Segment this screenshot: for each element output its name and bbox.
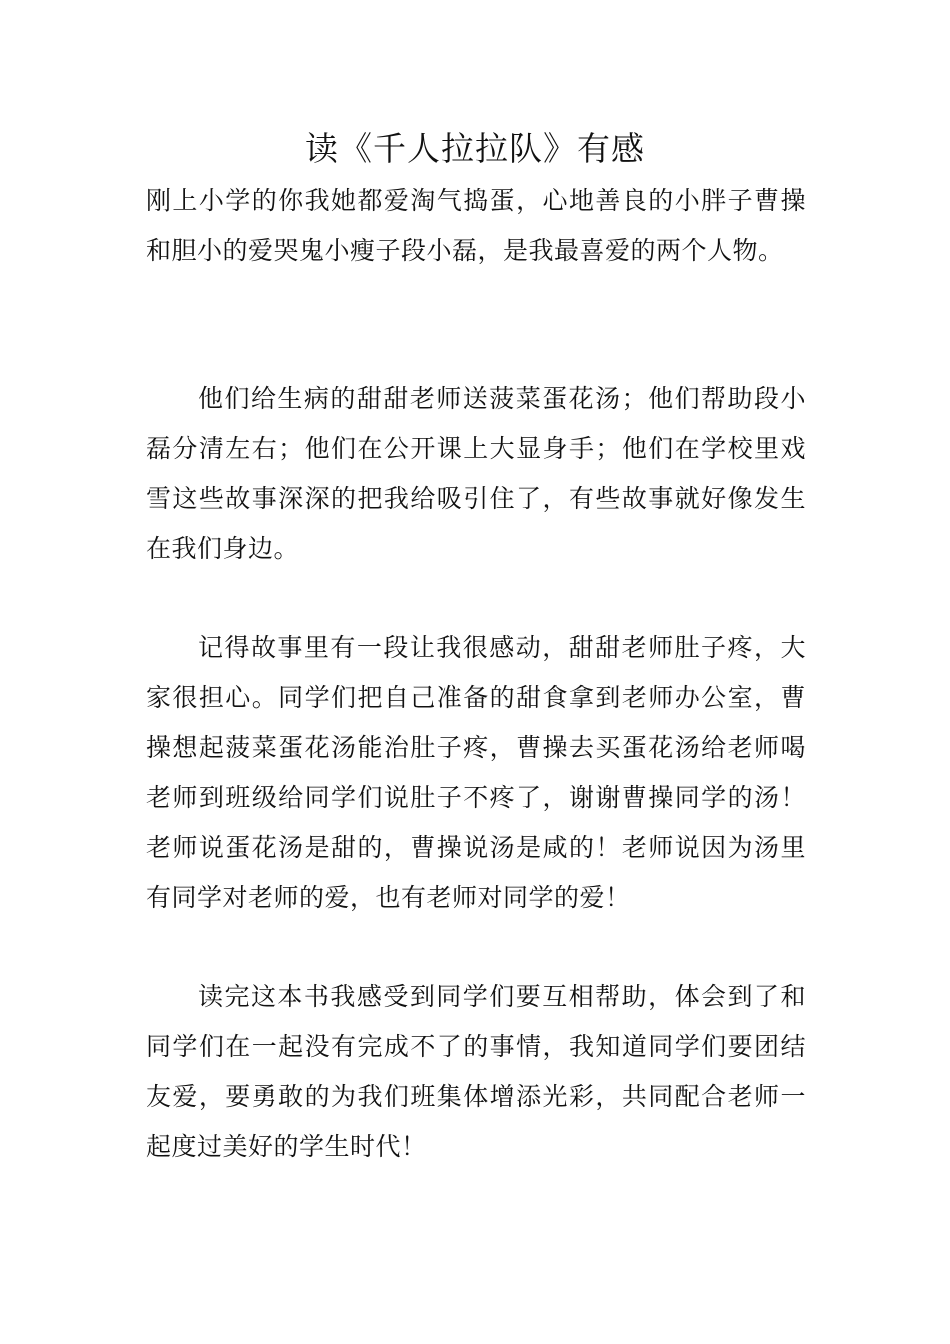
document-title: 读《千人拉拉队》有感 [305,129,645,168]
paragraph-4: 读完这本书我感受到同学们要互相帮助，体会到了和同学们在一起没有完成不了的事情，我知道同学们要团结友爱，要勇敢的为我们班集体增添光彩，共同配合老师一起度过美好的学生时代！ [146,982,806,1161]
paragraph-1: 刚上小学的你我她都爱淘气捣蛋，心地善良的小胖子曹操和胆小的爱哭鬼小瘦子段小磊，是我最喜爱的两个人物。 [146,186,806,265]
paragraph-3: 记得故事里有一段让我很感动，甜甜老师肚子疼，大家很担心。同学们把自己准备的甜食拿到老师办公室，曹操想起菠菜蛋花汤能治肚子疼，曹操去买蛋花汤给老师喝老师到班级给同学们说肚子不疼了，谢谢曹操同学的汤！老师说蛋花汤是甜的，曹操说汤是咸的！老师说因为汤里有同学对老师的爱，也有老师对同学的爱！ [146,633,806,912]
paragraph-2: 他们给生病的甜甜老师送菠菜蛋花汤；他们帮助段小磊分清左右；他们在公开课上大显身手；他们在学校里戏雪这些故事深深的把我给吸引住了，有些故事就好像发生在我们身边。 [146,384,806,563]
